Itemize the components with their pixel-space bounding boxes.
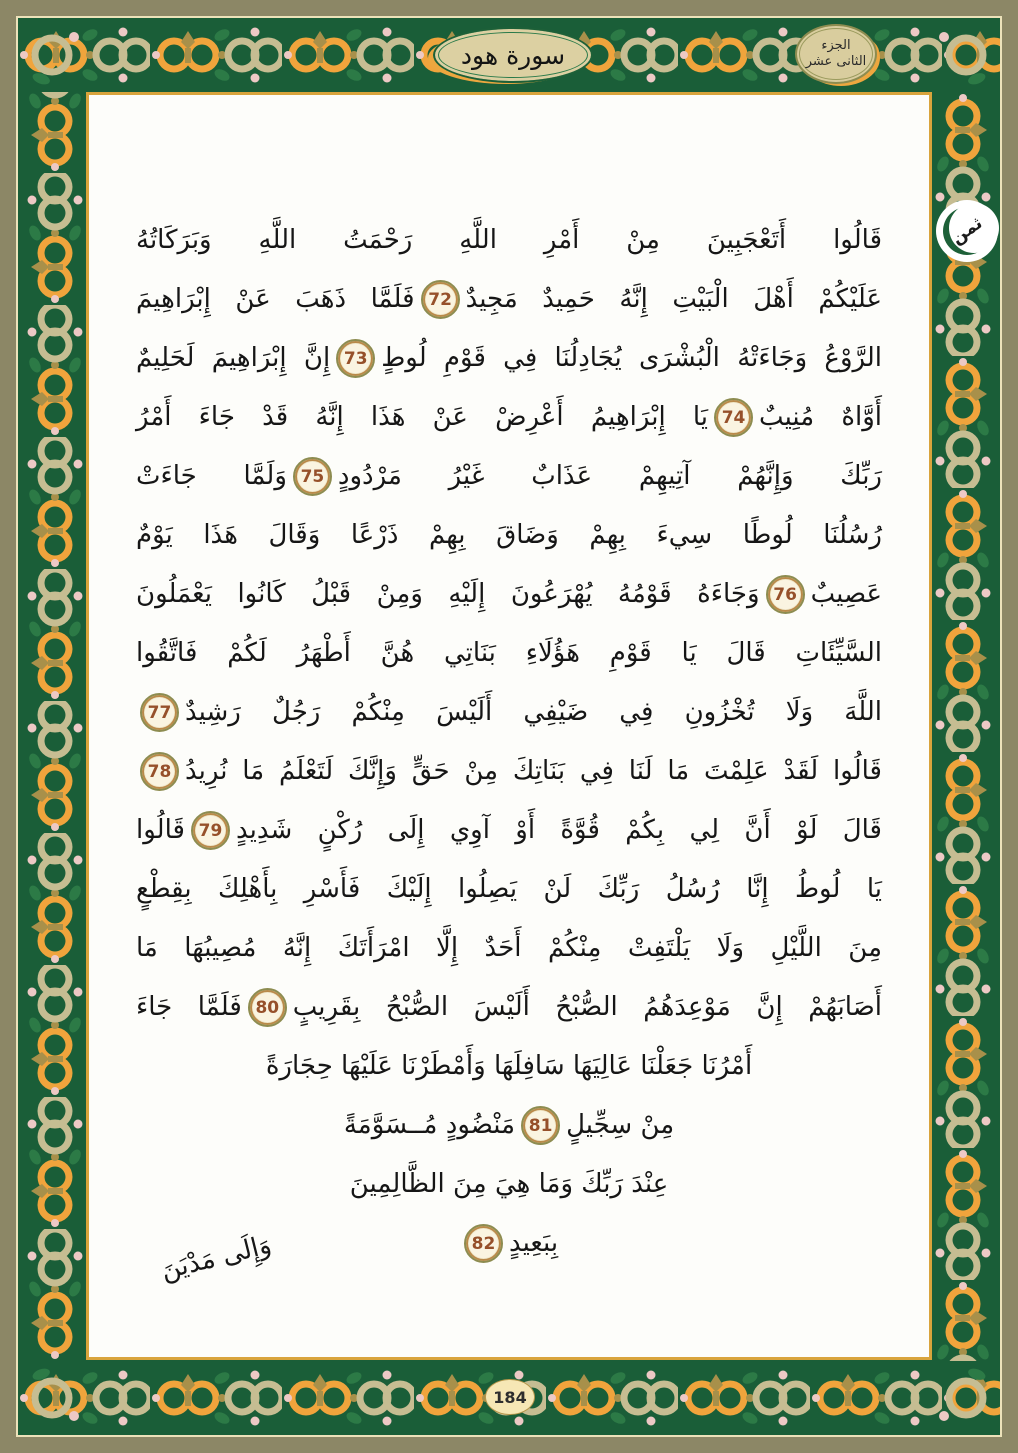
quran-line <box>135 683 883 742</box>
quran-line <box>135 801 883 860</box>
verse-text: مِنْ سِجِّيلٍ <box>566 1110 675 1140</box>
verse-text: قَالَ لَوْ أَنَّ لِي بِكُمْ قُوَّةً أَوْ آوِي إِلَى رُكْنٍ شَدِيدٍ <box>235 815 882 845</box>
quran-line <box>135 919 883 978</box>
quran-line <box>135 860 883 919</box>
verse-text: الرَّوْعُ وَجَاءَتْهُ الْبُشْرَى يُجَادِلُنَا فِي قَوْمِ لُوطٍ <box>381 343 882 373</box>
verse-text: وَلَمَّا جَاءَتْ <box>136 461 287 491</box>
verse-number-badge: 82 <box>464 1224 503 1263</box>
verse-text: فَلَمَّا ذَهَبَ عَنْ إِبْرَاهِيمَ <box>136 284 415 314</box>
verse-text: بِبَعِيدٍ <box>508 1228 559 1258</box>
verse-number-badge: 73 <box>336 339 375 378</box>
verse-text: يَا لُوطُ إِنَّا رُسُلُ رَبِّكَ لَنْ يَصِلُوا إِلَيْكَ فَأَسْرِ بِأَهْلِكَ بِقِطْعٍ <box>136 874 882 904</box>
verse-number-badge: 72 <box>421 280 460 319</box>
verse-text: قَالُوا أَتَعْجَبِينَ مِنْ أَمْرِ اللَّهِ رَحْمَتُ اللَّهِ وَبَرَكَاتُهُ <box>136 225 882 255</box>
verse-text: فَلَمَّا جَاءَ <box>136 992 242 1022</box>
page-number-badge <box>485 1379 535 1415</box>
quran-line <box>135 978 883 1037</box>
verse-text: عَلَيْكُمْ أَهْلَ الْبَيْتِ إِنَّهُ حَمِيدٌ مَجِيدٌ <box>465 284 882 314</box>
verse-text: مَنْضُودٍ مُــسَوَّمَةً <box>343 1110 516 1140</box>
quran-line <box>135 447 883 506</box>
verse-text: أَصَابَهُمْ إِنَّ مَوْعِدَهُمُ الصُّبْحُ أَلَيْسَ الصُّبْحُ بِقَرِيبٍ <box>292 992 883 1022</box>
verse-number-badge: 79 <box>191 811 230 850</box>
quran-line <box>135 329 883 388</box>
verse-text: أَمْرُنَا جَعَلْنَا عَالِيَهَا سَافِلَهَا وَأَمْطَرْنَا عَلَيْهَا حِجَارَةً <box>265 1051 753 1081</box>
thumn-marker <box>936 200 998 262</box>
surah-title-cartouche <box>433 27 593 83</box>
verse-text: وَجَاءَهُ قَوْمُهُ يُهْرَعُونَ إِلَيْهِ وَمِنْ قَبْلُ كَانُوا يَعْمَلُونَ <box>136 579 760 609</box>
quran-line <box>135 211 883 270</box>
surah-title: سورة هود <box>460 40 566 70</box>
verse-number-badge: 78 <box>140 752 179 791</box>
verse-number-badge: 81 <box>521 1106 560 1145</box>
quran-line <box>135 1037 883 1096</box>
verse-text: يَا إِبْرَاهِيمُ أَعْرِضْ عَنْ هَذَا إِنَّهُ قَدْ جَاءَ أَمْرُ <box>136 402 709 432</box>
verse-text: رُسُلُنَا لُوطًا سِيءَ بِهِمْ وَضَاقَ بِهِمْ ذَرْعًا وَقَالَ هَذَا يَوْمٌ <box>136 520 882 550</box>
verse-text: اللَّهَ وَلَا تُخْزُونِ فِي ضَيْفِي أَلَيْسَ مِنْكُمْ رَجُلٌ رَشِيدٌ <box>185 697 882 727</box>
border-strip-left <box>18 92 86 1361</box>
page-content <box>89 95 929 1357</box>
verse-text: السَّيِّئَاتِ قَالَ يَا قَوْمِ هَؤُلَاءِ بَنَاتِي هُنَّ أَطْهَرُ لَكُمْ فَاتَّقُوا <box>136 638 882 668</box>
verse-number-badge: 80 <box>248 988 287 1027</box>
verse-number-badge: 75 <box>293 457 332 496</box>
quran-text-block <box>89 95 929 1273</box>
verse-text: قَالُوا <box>136 815 185 845</box>
juz-badge <box>795 24 877 84</box>
verse-text: أَوَّاهٌ مُنِيبٌ <box>759 402 882 432</box>
verse-number-badge: 76 <box>766 575 805 614</box>
page-number: 184 <box>493 1387 527 1407</box>
catchword: وَإِلَى مَدْيَنَ <box>158 1229 275 1287</box>
quran-line <box>135 1096 883 1155</box>
verse-text: إِنَّ إِبْرَاهِيمَ لَحَلِيمٌ <box>136 343 331 373</box>
thumn-label: ثمن <box>947 213 987 249</box>
verse-text: مِنَ اللَّيْلِ وَلَا يَلْتَفِتْ مِنْكُمْ أَحَدٌ إِلَّا امْرَأَتَكَ إِنَّهُ مُصِيبُهَا مَا <box>136 933 882 963</box>
quran-line <box>135 742 883 801</box>
quran-line <box>135 506 883 565</box>
verse-text: عِنْدَ رَبِّكَ وَمَا هِيَ مِنَ الظَّالِمِينَ <box>349 1169 669 1199</box>
juz-label-line1: الجزء <box>821 38 851 54</box>
quran-line <box>135 624 883 683</box>
juz-label-line2: الثانى عشر <box>805 54 867 69</box>
quran-line <box>135 388 883 447</box>
quran-line <box>135 270 883 329</box>
verse-text: عَصِيبٌ <box>810 579 882 609</box>
border-strip-right <box>932 92 1000 1361</box>
quran-line <box>135 565 883 624</box>
verse-number-badge: 77 <box>140 693 179 732</box>
verse-text: رَبِّكَ وَإِنَّهُمْ آتِيهِمْ عَذَابٌ غَيْرُ مَرْدُودٍ <box>337 461 882 491</box>
quran-line <box>135 1155 883 1214</box>
verse-text: قَالُوا لَقَدْ عَلِمْتَ مَا لَنَا فِي بَنَاتِكَ مِنْ حَقٍّ وَإِنَّكَ لَتَعْلَمُ مَا نُرِيدُ <box>185 756 882 786</box>
verse-number-badge: 74 <box>714 398 753 437</box>
